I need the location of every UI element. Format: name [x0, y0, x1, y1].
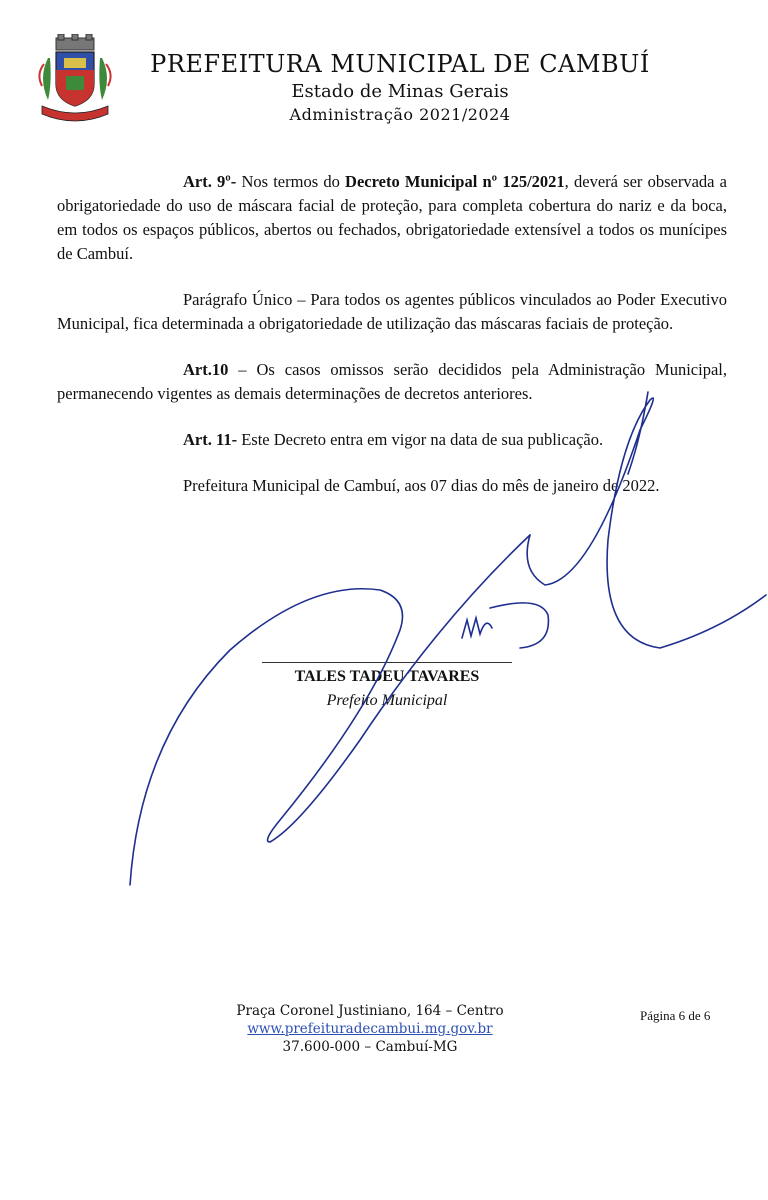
municipal-coat-of-arms-icon	[34, 34, 116, 122]
article-9-text-a: Nos termos do	[236, 172, 346, 191]
footer-website-link[interactable]: www.prefeituradecambui.mg.gov.br	[247, 1021, 493, 1037]
paragrafo-unico: Parágrafo Único – Para todos os agentes públicos vinculados ao Poder Executivo Municipal, fica determinada a obrigatoriedade de utilização das máscaras faciais de proteção.	[57, 290, 727, 333]
letterhead	[120, 48, 680, 126]
article-9-text-b: , deverá ser observada a obrigatoriedade do uso de máscara facial de proteção, para completa cobertura do nariz e da boca, em todos os espaços públicos, abertos ou fechados, obrigatoriedade extensível a todos os munícipes de Cambuí.	[57, 172, 727, 263]
administration-period: Administração 2021/2024	[289, 105, 511, 124]
footer-city: 37.600-000 – Cambuí-MG	[282, 1039, 458, 1055]
signature-line	[262, 662, 512, 663]
state-name: Estado de Minas Gerais	[291, 81, 509, 102]
article-10	[57, 358, 727, 406]
prefecture-title: PREFEITURA MUNICIPAL DE CAMBUÍ	[150, 50, 650, 78]
article-9-label: Art. 9º-	[183, 172, 237, 191]
article-11-text: Este Decreto entra em vigor na data de sua publicação.	[237, 430, 604, 449]
page-footer	[200, 1002, 540, 1056]
date-line: Prefeitura Municipal de Cambuí, aos 07 dias do mês de janeiro de 2022.	[183, 476, 660, 495]
article-9	[57, 170, 727, 266]
article-10-text: – Os casos omissos serão decididos pela Administração Municipal, permanecendo vigentes as demais determinações de decretos anteriores.	[57, 360, 727, 403]
decree-reference: Decreto Municipal nº 125/2021	[345, 172, 565, 191]
article-11	[57, 428, 727, 452]
article-11-label: Art. 11-	[183, 430, 238, 449]
decree-body	[57, 170, 727, 520]
footer-address: Praça Coronel Justiniano, 164 – Centro	[236, 1003, 504, 1019]
article-10-label: Art.10	[183, 360, 229, 379]
signatory-role: Prefeito Municipal	[326, 692, 448, 709]
page-number: Página 6 de 6	[640, 1008, 711, 1023]
signatory-name: TALES TADEU TAVARES	[294, 668, 480, 685]
